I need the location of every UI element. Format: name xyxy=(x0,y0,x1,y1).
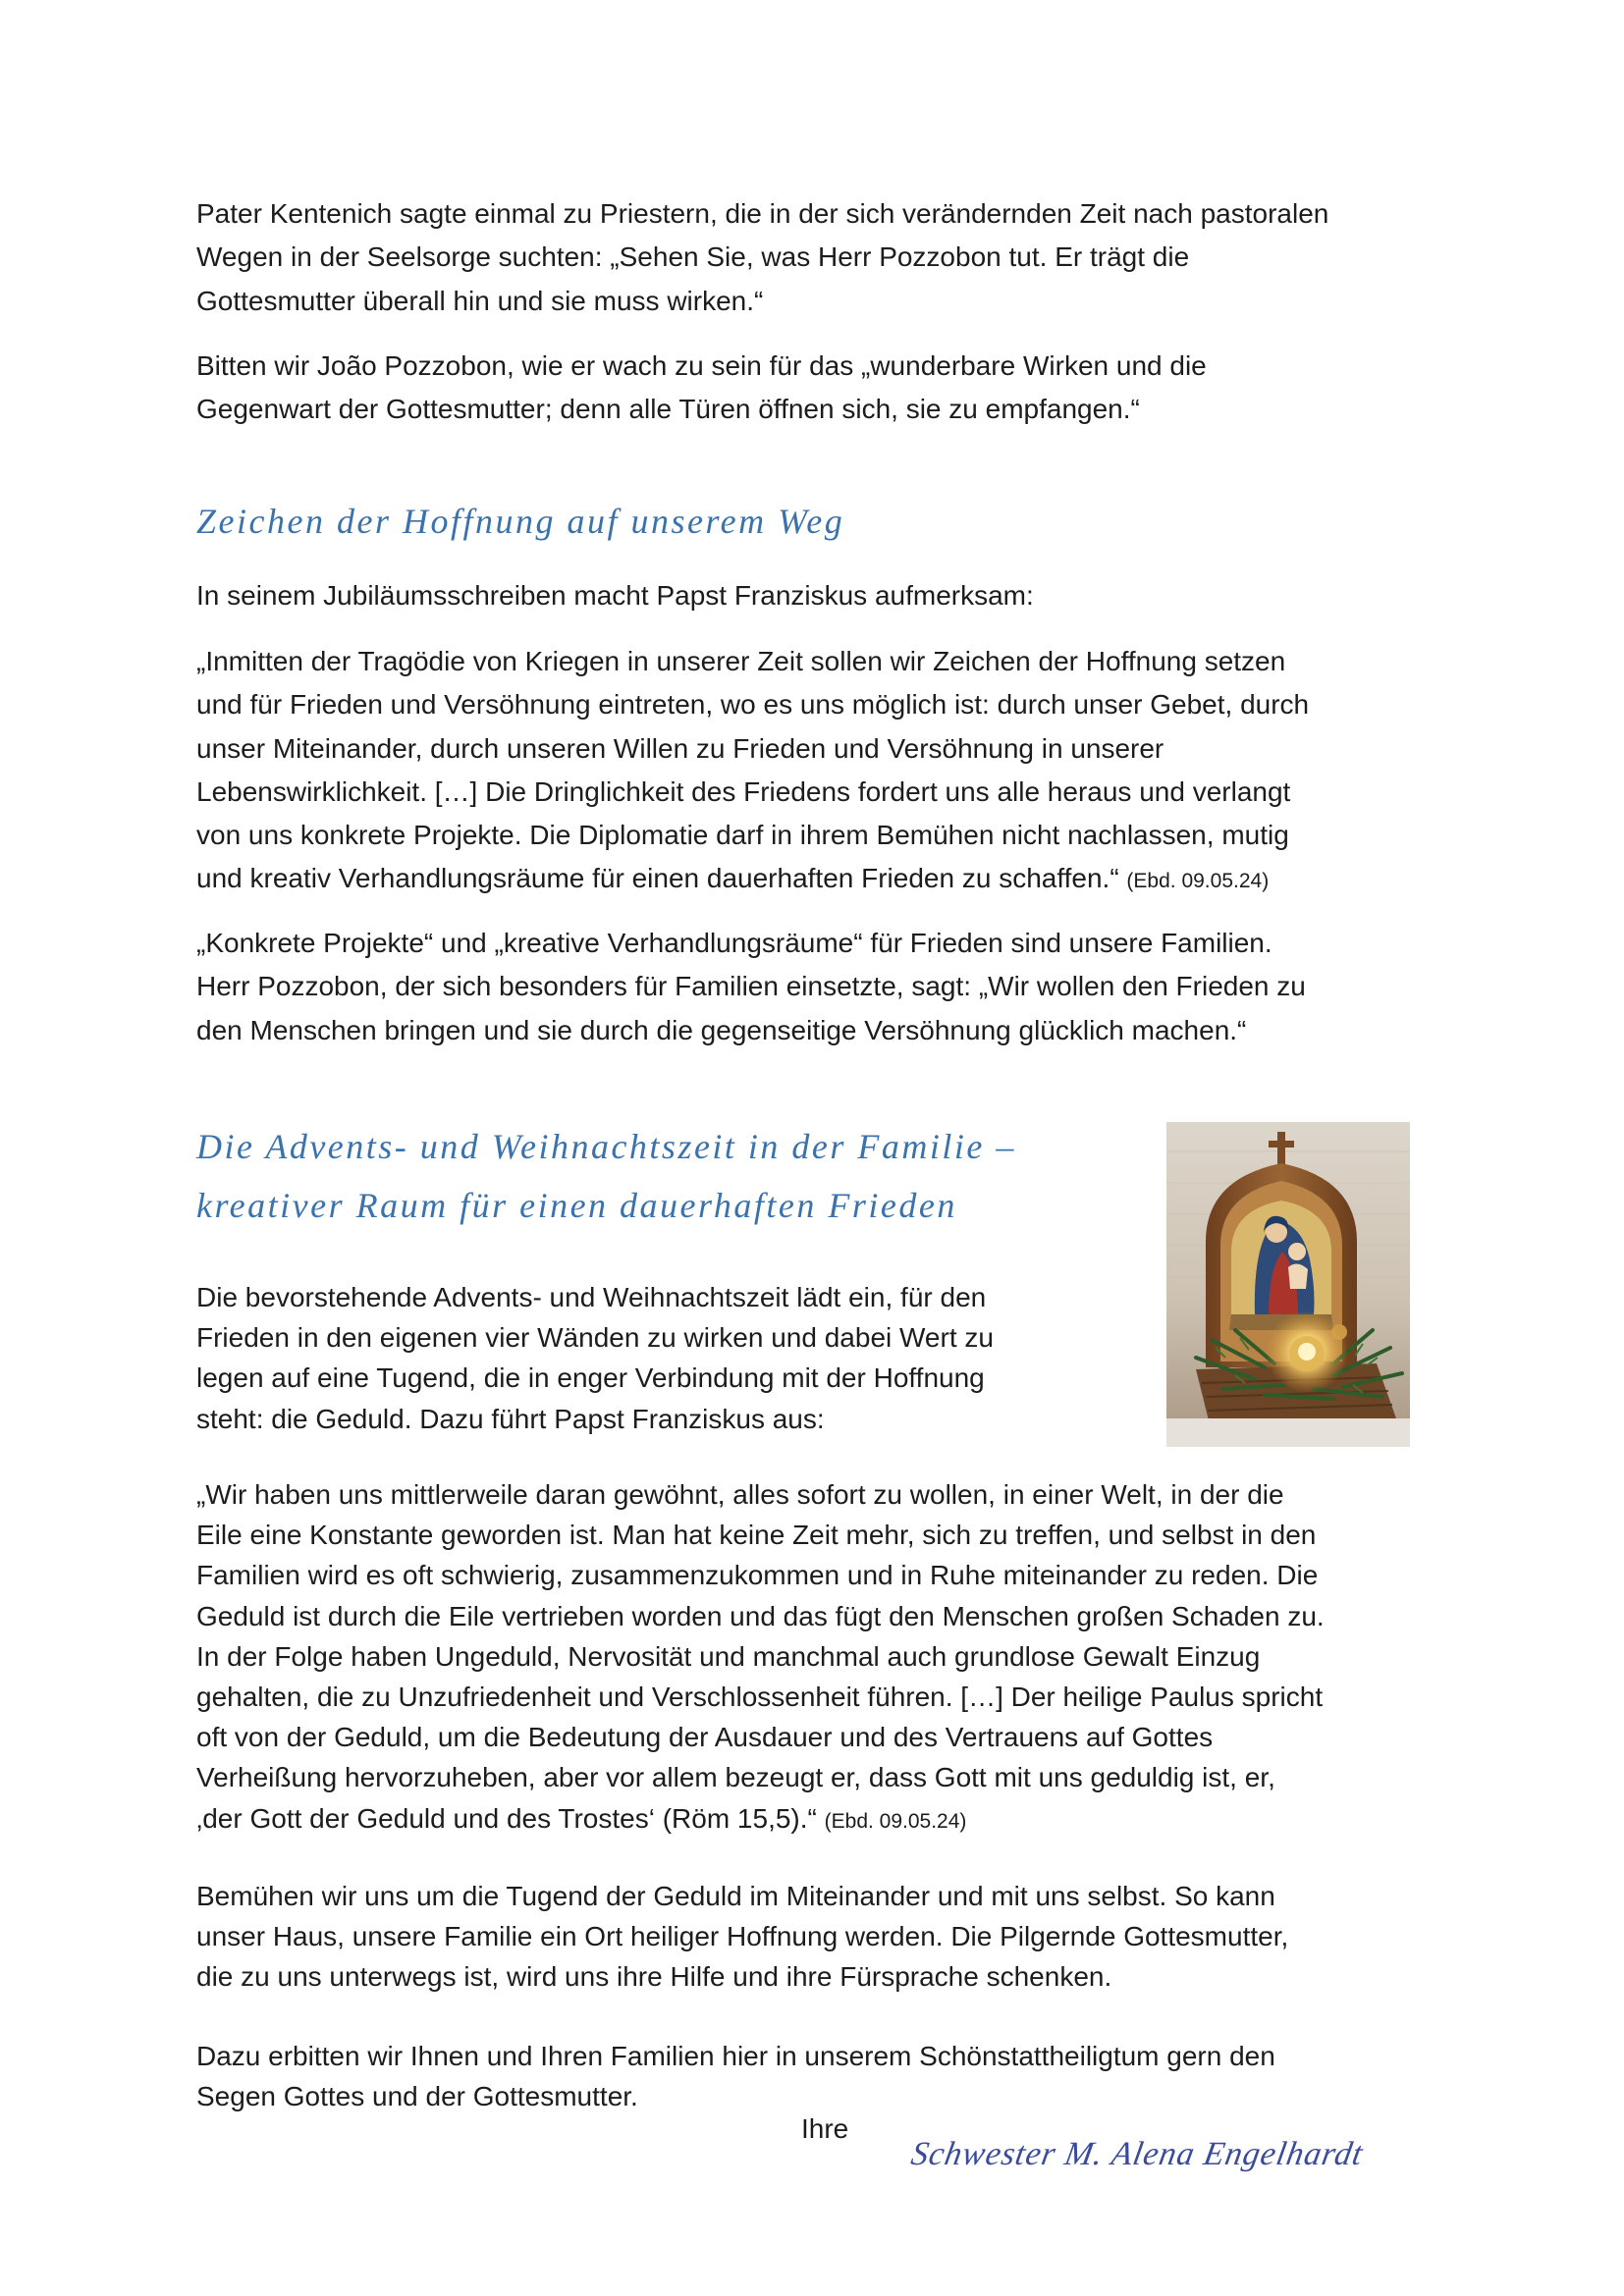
candle-flame xyxy=(1298,1343,1316,1361)
text-line: Eile eine Konstante geworden ist. Man hat keine Zeit mehr, sich zu treffen, und selbst in den xyxy=(196,1520,1317,1551)
text-line: unser Miteinander, durch unseren Willen zu Frieden und Versöhnung in unserer xyxy=(196,732,1164,764)
text-line: In seinem Jubiläumsschreiben macht Papst Franziskus aufmerksam: xyxy=(196,580,1034,611)
text-line: Wegen in der Seelsorge suchten: „Sehen Sie, was Herr Pozzobon tut. Er trägt die xyxy=(196,241,1190,273)
text-line: Gottesmutter überall hin und sie muss wirken.“ xyxy=(196,285,764,316)
text-line xyxy=(196,857,1309,903)
text-line: Die bevorstehende Advents- und Weihnachtszeit lädt ein, für den xyxy=(196,1282,987,1312)
text-line: unser Haus, unsere Familie ein Ort heiliger Hoffnung werden. Die Pilgernde Gottesmutter, xyxy=(196,1921,1289,1952)
quote-end-text: ‚der Gott der Geduld und des Trostes‘ (Röm 15,5).“ xyxy=(196,1802,817,1834)
text-line: steht: die Geduld. Dazu führt Papst Franziskus aus: xyxy=(196,1403,825,1434)
text-line: „Konkrete Projekte“ und „kreative Verhandlungsräume“ für Frieden sind unsere Familien. xyxy=(196,928,1272,958)
text-line: „Inmitten der Tragödie von Kriegen in unserer Zeit sollen wir Zeichen der Hoffnung setzen xyxy=(196,646,1286,676)
text-line: Geduld ist durch die Eile vertrieben worden und das fügt den Menschen großen Schaden zu. xyxy=(196,1600,1325,1631)
text-line: die zu uns unterwegs ist, wird uns ihre Hilfe und ihre Fürsprache schenken. xyxy=(196,1961,1112,1993)
text-line: von uns konkrete Projekte. Die Diplomatie darf in ihrem Bemühen nicht nachlassen, mutig xyxy=(196,820,1289,851)
section-heading-advent xyxy=(196,1117,1016,1235)
heading-line: kreativer Raum für einen dauerhaften Frieden xyxy=(196,1186,957,1225)
section1-lead xyxy=(196,574,1034,617)
quote-citation: (Ebd. 09.05.24) xyxy=(1126,870,1270,893)
text-line: Pater Kentenich sagte einmal zu Priestern, die in der sich verändernden Zeit nach pastoralen xyxy=(196,198,1329,229)
text-line: „Wir haben uns mittlerweile daran gewöhnt, alles sofort zu wollen, in einer Welt, in der die xyxy=(196,1479,1284,1510)
intro-paragraph-2 xyxy=(196,345,1207,432)
text-line: In der Folge haben Ungeduld, Nervosität und manchmal auch grundlose Gewalt Einzug xyxy=(196,1640,1261,1672)
section1-closing-paragraph xyxy=(196,922,1306,1052)
text-line: Bemühen wir uns um die Tugend der Geduld im Miteinander und mit uns selbst. So kann xyxy=(196,1881,1275,1911)
text-line: Bitten wir João Pozzobon, wie er wach zu sein für das „wunderbare Wirken und die xyxy=(196,350,1207,381)
text-line: Herr Pozzobon, der sich besonders für Familien einsetzte, sagt: „Wir wollen den Frieden zu xyxy=(196,971,1306,1002)
heading-line: Zeichen der Hoffnung auf unserem Weg xyxy=(196,502,845,541)
text-line: legen auf eine Tugend, die in enger Verbindung mit der Hoffnung xyxy=(196,1362,985,1394)
section2-quote xyxy=(196,1474,1325,1842)
text-line: Familien wird es oft schwierig, zusammenzukommen und in Ruhe miteinander zu reden. Die xyxy=(196,1560,1319,1591)
section-heading-hope xyxy=(196,492,844,551)
text-line: Frieden in den eigenen vier Wänden zu wirken und dabei Wert zu xyxy=(196,1322,994,1354)
section2-intro xyxy=(196,1277,994,1439)
shrine-photo xyxy=(1166,1122,1410,1447)
intro-paragraph-1 xyxy=(196,192,1328,323)
text-line: den Menschen bringen und sie durch die gegenseitige Versöhnung glücklich machen.“ xyxy=(196,1014,1247,1045)
text-line: Verheißung hervorzuheben, aber vor allem bezeugt er, dass Gott mit uns geduldig ist, er, xyxy=(196,1762,1275,1793)
blessing-paragraph xyxy=(196,2036,1275,2116)
quote-end-text: und kreativ Verhandlungsräume für einen dauerhaften Frieden zu schaffen.“ xyxy=(196,863,1119,894)
text-line: und für Frieden und Versöhnung eintreten, wo es uns möglich ist: durch unser Gebet, durch xyxy=(196,689,1310,721)
text-line: Lebenswirklichkeit. […] Die Dringlichkeit des Friedens fordert uns alle heraus und verlangt xyxy=(196,775,1291,807)
text-line xyxy=(196,1798,1325,1842)
section2-paragraph xyxy=(196,1876,1288,1998)
text-line: Gegenwart der Gottesmutter; denn alle Türen öffnen sich, sie zu empfangen.“ xyxy=(196,394,1140,425)
text-line: Dazu erbitten wir Ihnen und Ihren Familien hier in unserem Schönstattheiligtum gern den xyxy=(196,2041,1275,2071)
handwritten-signature: Schwester M. Alena Engelhardt xyxy=(908,2136,1367,2172)
heading-line: Die Advents- und Weihnachtszeit in der Familie – xyxy=(196,1127,1016,1166)
text-line: Segen Gottes und der Gottesmutter. xyxy=(196,2081,638,2112)
quote-citation: (Ebd. 09.05.24) xyxy=(824,1809,967,1833)
table-cloth xyxy=(1166,1418,1410,1447)
salutation: Ihre xyxy=(801,2113,849,2144)
text-line: gehalten, die zu Unzufriedenheit und Verschlossenheit führen. […] Der heilige Paulus spricht xyxy=(196,1682,1324,1713)
text-line: oft von der Geduld, um die Bedeutung der Ausdauer und des Vertrauens auf Gottes xyxy=(196,1722,1214,1753)
madonna-picture xyxy=(1231,1201,1331,1314)
section1-quote xyxy=(196,640,1309,904)
